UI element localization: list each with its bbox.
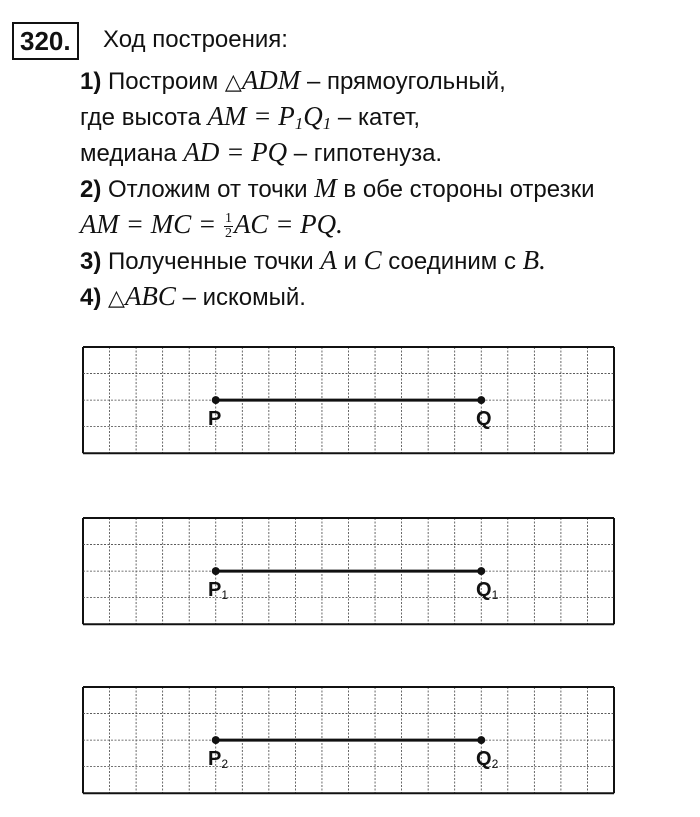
point-q-dot	[477, 396, 485, 404]
step-3-text: Полученные точки	[108, 248, 314, 275]
step-1b-text: где высота	[80, 104, 201, 131]
point-p-dot	[212, 736, 220, 744]
fraction-numerator: 1	[224, 211, 232, 227]
grid-lines	[82, 686, 615, 799]
step-2	[80, 170, 695, 206]
segment-pq: PQ	[251, 137, 288, 167]
label-p: P	[208, 408, 222, 430]
step-1-line-3	[80, 134, 695, 170]
point-b: B.	[522, 245, 546, 275]
step-4	[80, 278, 695, 314]
step-1-number: 1)	[80, 68, 102, 95]
fraction-half	[224, 212, 233, 241]
grid-segment-p1q1	[82, 517, 615, 630]
fraction-denominator: 2	[224, 226, 232, 242]
label-p2: $P_2$	[208, 748, 229, 771]
step-1-text-2: – прямоугольный,	[306, 68, 506, 95]
step-1c-text-2: – гипотенуза.	[293, 140, 443, 167]
triangle-abc-name: ABC	[124, 281, 176, 311]
point-q-dot	[477, 567, 485, 575]
step-1	[80, 62, 695, 98]
point-p-dot	[212, 396, 220, 404]
step-1b-text-2: – катет,	[337, 104, 421, 131]
point-p-sub: 1	[294, 114, 304, 133]
step-3-text-3: соединим с	[388, 248, 516, 275]
grid-segment-pq	[82, 346, 615, 459]
label-q: Q	[476, 408, 492, 430]
step-2-text-2: в обе стороны отрезки	[343, 176, 595, 203]
problem-heading: Ход построения:	[103, 26, 288, 53]
triangle-adm	[225, 65, 300, 95]
point-a: A	[320, 245, 337, 275]
equals-sign: =	[253, 101, 272, 131]
label-q2: $Q_2$	[476, 748, 499, 771]
point-c: C	[363, 245, 382, 275]
label-q1: $Q_1$	[476, 579, 499, 602]
step-1-line-2	[80, 98, 695, 134]
equals-sign: =	[226, 137, 245, 167]
step-4-number: 4)	[80, 284, 102, 311]
point-p-dot	[212, 567, 220, 575]
segments-equation-left: AM = MC =	[80, 209, 217, 239]
point-q-dot	[477, 736, 485, 744]
point-q: Q	[303, 101, 323, 131]
triangle-icon: △	[224, 70, 242, 95]
step-2-text: Отложим от точки	[108, 176, 308, 203]
grid-lines	[82, 346, 615, 459]
point-q-sub: 1	[322, 114, 332, 133]
step-3-text-2: и	[343, 248, 357, 275]
height-am: AM	[207, 101, 247, 131]
median-equation	[183, 137, 287, 167]
triangle-adm-name: ADM	[241, 65, 301, 95]
label-p1: $P_1$	[208, 579, 229, 602]
step-2-number: 2)	[80, 176, 102, 203]
grid-lines	[82, 517, 615, 630]
median-ad: AD	[183, 137, 220, 167]
segments-equation	[80, 209, 343, 242]
construction-steps	[80, 62, 695, 314]
triangle-abc	[108, 281, 176, 311]
grid-segment-p2q2	[82, 686, 615, 799]
triangle-icon: △	[108, 286, 125, 311]
step-1c-text: медиана	[80, 140, 177, 167]
step-3-number: 3)	[80, 248, 102, 275]
point-p: P	[278, 101, 295, 131]
step-2-line-2	[80, 206, 695, 242]
height-equation	[208, 101, 332, 131]
step-1-text: Построим	[108, 68, 219, 95]
segments-equation-right: AC = PQ.	[233, 209, 343, 239]
point-m: M	[314, 173, 337, 203]
step-3	[80, 242, 695, 278]
problem-number: 320.	[12, 22, 79, 60]
step-4-text: – искомый.	[182, 284, 306, 311]
